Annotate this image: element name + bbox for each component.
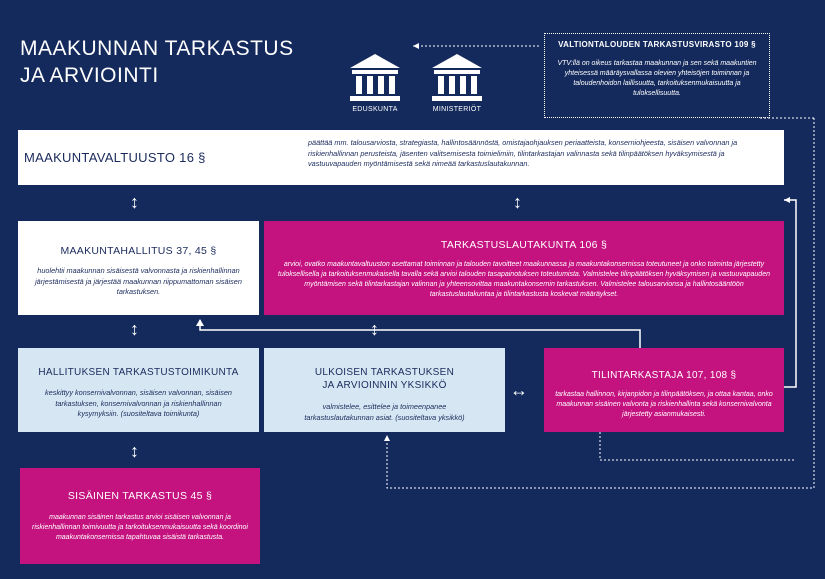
eduskunta-building <box>346 52 404 113</box>
tilintarkastaja-text: tarkastaa hallinnon, kirjanpidon ja tilinpäätöksen, ja ottaa kantaa, onko maakunnan sisäinen valvonta ja riskienhallinta sekä konsernivalvonta järjestetty asianmukaisesti. <box>555 391 773 418</box>
vtv-connector-arrowhead <box>413 43 419 49</box>
vtv-heading: VALTIONTALOUDEN TARKASTUSVIRASTO 109 § <box>558 40 756 49</box>
valtuusto-lautakunta-arrow: ↕ <box>513 192 522 212</box>
lautakunta-box <box>264 221 784 315</box>
tilintarkastaja-heading: TILINTARKASTAJA 107, 108 § <box>591 370 737 381</box>
ministeriot-label: MINISTERIÖT <box>432 106 482 113</box>
page-title-line1: MAAKUNNAN TARKASTUS <box>20 37 294 60</box>
ministry-building-icon <box>430 52 484 102</box>
lautakunta-ulkoinen-arrow: ↕ <box>370 319 379 339</box>
ulkoinen-heading-line2: JA ARVIOINNIN YKSIKKÖ <box>322 380 447 391</box>
tilintarkastaja-dotted-connector <box>600 432 796 460</box>
valtuusto-tilintarkastaja-connector <box>784 200 796 387</box>
page-title <box>20 35 294 89</box>
hallitus-box <box>18 221 259 315</box>
lautakunta-heading: TARKASTUSLAUTAKUNTA 106 § <box>440 239 608 251</box>
hallitus-toimikunta-arrow: ↕ <box>130 319 139 339</box>
sisainen-box <box>20 468 260 564</box>
lautakunta-text: arvioi, ovatko maakuntavaltuuston asettamat toiminnan ja talouden tavoitteet maakunnassa ja maakuntakonsernissa toteutuneet ja onko toiminta järjestetty tuloksellisella ja tarkoituksenmukaisella tavalla sekä arvioi talouden tasapainotuksen toteutumista. Valmistelee tilinpäätöksen hyväksymisen ja vastuuvapauden myöntämisen sekä tilintarkastajan valinnan ja yhteensovittaa maakuntakonsernin tarkastuksen. Valmistelee talousarvionsa ja hallintosääntöön tarkastuslautakuntaa ja tilintarkastusta koskevat määräykset. <box>278 261 770 298</box>
valtuusto-connector-arrowhead <box>784 197 790 203</box>
ulkoinen-connector-arrowhead <box>384 435 390 441</box>
page-title-line2: JA ARVIOINTI <box>20 64 159 87</box>
valtuusto-box <box>18 130 784 185</box>
valtuusto-hallitus-arrow: ↕ <box>130 192 139 212</box>
eduskunta-label: EDUSKUNTA <box>352 106 398 113</box>
toimikunta-text: keskittyy konsernivalvonnan, sisäisen valvonnan, sisäisen tarkastuksen, konsernivalvonnan ja riskienhallinnan kysymyksiin. (suositeltava toimikunta) <box>45 388 232 418</box>
toimikunta-box <box>18 348 259 432</box>
ulkoinen-text: valmistelee, esittelee ja toimeenpanee tarkastuslautakunnan asiat. (suositeltava yksikkö) <box>304 402 465 422</box>
toimikunta-sisainen-arrow: ↕ <box>130 441 139 461</box>
valtuusto-text: päättää mm. talousarviosta, strategiasta, hallintosäännöstä, omistajaohjauksen periaatteista, konserniohjeesta, sisäisen valvonnan ja riskienhallinnan perusteista, jäsenten valitsemisesta toimielimiin, tilintarkastajan valinnasta sekä tilinpäätöksen hyväksymisestä ja vastuuvapauden myöntämisestä sekä nimeää tarkastuslautakunnan. <box>308 138 738 168</box>
sisainen-text: maakunnan sisäinen tarkastus arvioi sisäisen valvonnan ja riskienhallinnan toimivuutta ja tarkoituksenmukaisuutta sekä koordinoi maakuntakonsernissa tapahtuvaa sisäistä tarkastusta. <box>32 514 248 541</box>
parliament-building-icon <box>348 52 402 102</box>
valtuusto-heading: MAAKUNTAVALTUUSTO 16 § <box>24 150 206 165</box>
ulkoinen-heading-line1: ULKOISEN TARKASTUKSEN <box>314 367 455 378</box>
tilintarkastaja-hallitus-connector <box>200 320 640 348</box>
sisainen-heading: SISÄINEN TARKASTUS 45 § <box>67 490 213 502</box>
hallitus-text: huolehtii maakunnan sisäisestä valvonnasta ja riskienhallinnan järjestämisestä ja järjestää maakunnan riippumattoman sisäisen tarkastuksen. <box>35 266 242 296</box>
ulkoinen-box <box>264 348 505 432</box>
hallitus-heading: MAAKUNTAHALLITUS 37, 45 § <box>60 245 217 257</box>
vtv-text: VTV:llä on oikeus tarkastaa maakunnan ja sen sekä maakuntien yhteisessä määräysvallassa olevien yhteisöjen toiminnan ja taloudenhoidon laillisuutta, tarkoituksenmukaisuutta ja tuloksellisuutta. <box>557 60 757 97</box>
toimikunta-heading: HALLITUKSEN TARKASTUSTOIMIKUNTA <box>38 367 239 378</box>
vtv-box <box>544 33 770 118</box>
tilintarkastaja-box <box>544 348 784 432</box>
ministeriot-building <box>428 52 486 113</box>
ulkoinen-tilintarkastaja-arrow: ↔ <box>510 380 528 400</box>
hallitus-connector-arrowhead <box>196 319 204 326</box>
